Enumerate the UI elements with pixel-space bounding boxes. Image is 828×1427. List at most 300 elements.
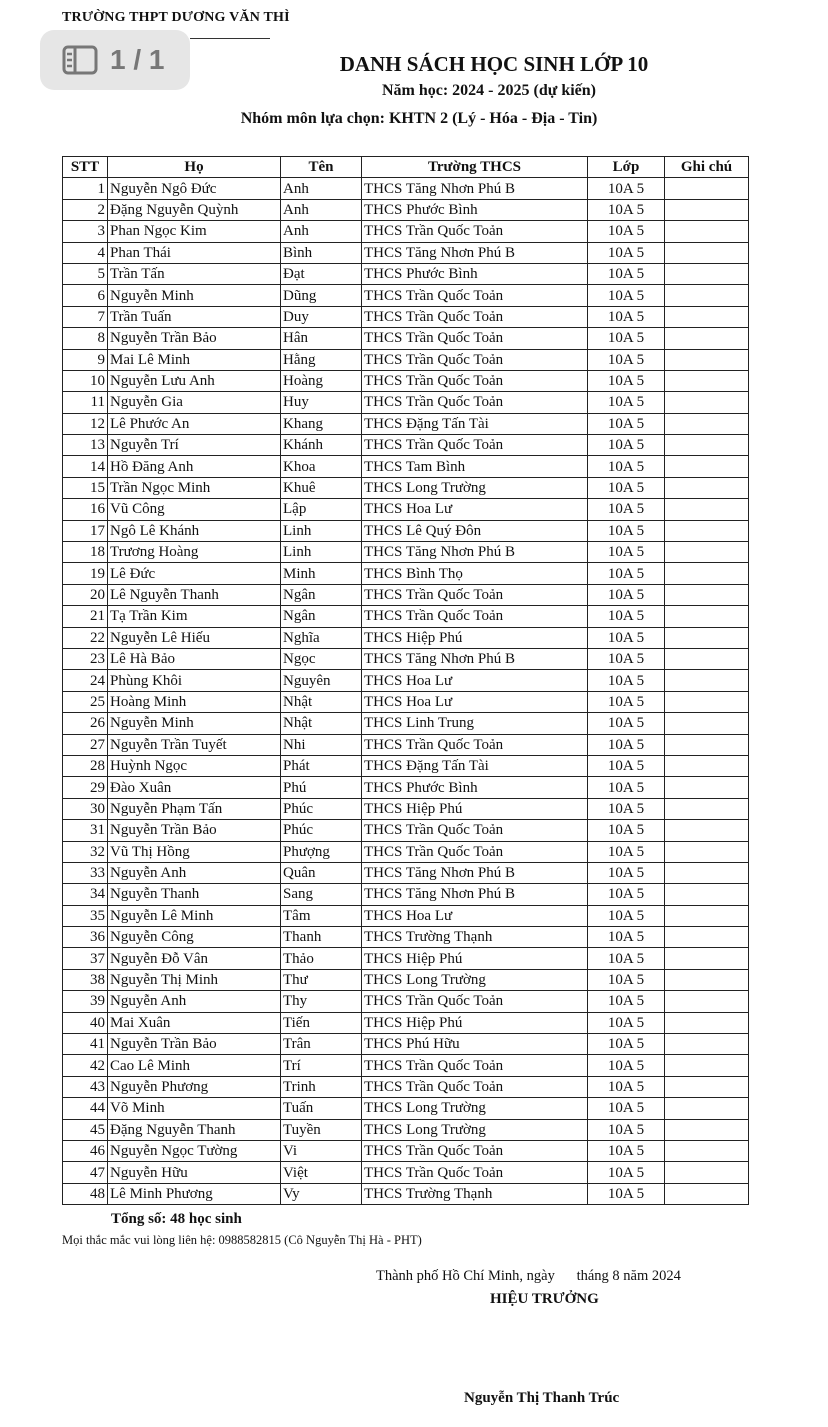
table-row bbox=[63, 499, 749, 520]
cell-lop: 10A 5 bbox=[588, 734, 665, 755]
cell-ho: Phùng Khôi bbox=[108, 670, 281, 691]
cell-lop: 10A 5 bbox=[588, 563, 665, 584]
cell-ten: Phát bbox=[281, 755, 362, 776]
table-row bbox=[63, 1119, 749, 1140]
cell-stt: 26 bbox=[63, 713, 108, 734]
cell-lop: 10A 5 bbox=[588, 820, 665, 841]
cell-stt: 41 bbox=[63, 1034, 108, 1055]
cell-stt: 47 bbox=[63, 1162, 108, 1183]
cell-lop: 10A 5 bbox=[588, 285, 665, 306]
cell-truong: THCS Trần Quốc Toản bbox=[362, 370, 588, 391]
cell-ho: Nguyễn Trí bbox=[108, 435, 281, 456]
table-row bbox=[63, 1140, 749, 1161]
cell-ten: Vy bbox=[281, 1183, 362, 1204]
cell-lop: 10A 5 bbox=[588, 1140, 665, 1161]
cell-lop: 10A 5 bbox=[588, 862, 665, 883]
table-row bbox=[63, 584, 749, 605]
cell-truong: THCS Tăng Nhơn Phú B bbox=[362, 242, 588, 263]
cell-ghichu bbox=[665, 905, 749, 926]
cell-ghichu bbox=[665, 242, 749, 263]
cell-stt: 10 bbox=[63, 370, 108, 391]
cell-truong: THCS Trần Quốc Toản bbox=[362, 435, 588, 456]
cell-stt: 12 bbox=[63, 413, 108, 434]
cell-ghichu bbox=[665, 285, 749, 306]
cell-lop: 10A 5 bbox=[588, 499, 665, 520]
cell-ho: Hồ Đăng Anh bbox=[108, 456, 281, 477]
cell-ghichu bbox=[665, 755, 749, 776]
table-row bbox=[63, 1162, 749, 1183]
cell-ghichu bbox=[665, 221, 749, 242]
cell-ten: Linh bbox=[281, 520, 362, 541]
cell-ghichu bbox=[665, 1140, 749, 1161]
cell-ho: Vũ Thị Hồng bbox=[108, 841, 281, 862]
table-row bbox=[63, 242, 749, 263]
document-title: DANH SÁCH HỌC SINH LỚP 10 bbox=[339, 52, 649, 76]
cell-lop: 10A 5 bbox=[588, 1183, 665, 1204]
cell-truong: THCS Tăng Nhơn Phú B bbox=[362, 178, 588, 199]
cell-stt: 45 bbox=[63, 1119, 108, 1140]
cell-ten: Anh bbox=[281, 199, 362, 220]
cell-stt: 1 bbox=[63, 178, 108, 199]
cell-lop: 10A 5 bbox=[588, 670, 665, 691]
cell-stt: 24 bbox=[63, 670, 108, 691]
table-row bbox=[63, 328, 749, 349]
cell-ghichu bbox=[665, 1183, 749, 1204]
cell-ghichu bbox=[665, 670, 749, 691]
cell-stt: 27 bbox=[63, 734, 108, 755]
table-row bbox=[63, 477, 749, 498]
cell-lop: 10A 5 bbox=[588, 648, 665, 669]
cell-ghichu bbox=[665, 734, 749, 755]
cell-truong: THCS Tăng Nhơn Phú B bbox=[362, 648, 588, 669]
cell-ho: Lê Minh Phương bbox=[108, 1183, 281, 1204]
cell-lop: 10A 5 bbox=[588, 520, 665, 541]
cell-lop: 10A 5 bbox=[588, 199, 665, 220]
cell-stt: 40 bbox=[63, 1012, 108, 1033]
cell-truong: THCS Tam Bình bbox=[362, 456, 588, 477]
table-row bbox=[63, 1034, 749, 1055]
cell-stt: 31 bbox=[63, 820, 108, 841]
cell-lop: 10A 5 bbox=[588, 798, 665, 819]
cell-lop: 10A 5 bbox=[588, 1098, 665, 1119]
cell-ho: Nguyễn Thị Minh bbox=[108, 969, 281, 990]
cell-lop: 10A 5 bbox=[588, 456, 665, 477]
cell-stt: 23 bbox=[63, 648, 108, 669]
cell-truong: THCS Phú Hữu bbox=[362, 1034, 588, 1055]
cell-ho: Nguyễn Anh bbox=[108, 862, 281, 883]
cell-truong: THCS Long Trường bbox=[362, 969, 588, 990]
cell-lop: 10A 5 bbox=[588, 477, 665, 498]
cell-stt: 37 bbox=[63, 948, 108, 969]
table-row bbox=[63, 991, 749, 1012]
cell-stt: 28 bbox=[63, 755, 108, 776]
table-row bbox=[63, 777, 749, 798]
cell-stt: 42 bbox=[63, 1055, 108, 1076]
table-row bbox=[63, 1076, 749, 1097]
cell-ten: Phú bbox=[281, 777, 362, 798]
table-row bbox=[63, 1055, 749, 1076]
cell-ho: Cao Lê Minh bbox=[108, 1055, 281, 1076]
header-ten: Tên bbox=[281, 157, 362, 178]
cell-ten: Thảo bbox=[281, 948, 362, 969]
cell-ghichu bbox=[665, 392, 749, 413]
cell-truong: THCS Trường Thạnh bbox=[362, 1183, 588, 1204]
cell-ten: Quân bbox=[281, 862, 362, 883]
cell-ho: Nguyễn Lê Minh bbox=[108, 905, 281, 926]
cell-truong: THCS Trần Quốc Toản bbox=[362, 606, 588, 627]
cell-ghichu bbox=[665, 1055, 749, 1076]
cell-ho: Nguyễn Trần Bảo bbox=[108, 1034, 281, 1055]
cell-ten: Trí bbox=[281, 1055, 362, 1076]
cell-lop: 10A 5 bbox=[588, 1012, 665, 1033]
cell-truong: THCS Hoa Lư bbox=[362, 691, 588, 712]
cell-stt: 20 bbox=[63, 584, 108, 605]
cell-stt: 4 bbox=[63, 242, 108, 263]
cell-ten: Hân bbox=[281, 328, 362, 349]
cell-ho: Đặng Nguyễn Quỳnh bbox=[108, 199, 281, 220]
cell-lop: 10A 5 bbox=[588, 969, 665, 990]
cell-ten: Nghĩa bbox=[281, 627, 362, 648]
cell-ho: Lê Đức bbox=[108, 563, 281, 584]
cell-stt: 32 bbox=[63, 841, 108, 862]
cell-lop: 10A 5 bbox=[588, 263, 665, 284]
cell-lop: 10A 5 bbox=[588, 542, 665, 563]
cell-stt: 35 bbox=[63, 905, 108, 926]
cell-ten: Hằng bbox=[281, 349, 362, 370]
cell-stt: 34 bbox=[63, 884, 108, 905]
cell-ten: Trân bbox=[281, 1034, 362, 1055]
cell-truong: THCS Trần Quốc Toản bbox=[362, 221, 588, 242]
signer-name: Nguyễn Thị Thanh Trúc bbox=[464, 1390, 620, 1406]
cell-truong: THCS Trần Quốc Toản bbox=[362, 1162, 588, 1183]
cell-truong: THCS Trần Quốc Toản bbox=[362, 392, 588, 413]
cell-ho: Nguyễn Phương bbox=[108, 1076, 281, 1097]
cell-lop: 10A 5 bbox=[588, 370, 665, 391]
cell-ghichu bbox=[665, 606, 749, 627]
table-row bbox=[63, 734, 749, 755]
cell-ten: Nhi bbox=[281, 734, 362, 755]
cell-ho: Nguyễn Thanh bbox=[108, 884, 281, 905]
table-row bbox=[63, 713, 749, 734]
cell-stt: 44 bbox=[63, 1098, 108, 1119]
table-row bbox=[63, 392, 749, 413]
cell-ho: Trương Hoàng bbox=[108, 542, 281, 563]
cell-ghichu bbox=[665, 584, 749, 605]
table-row bbox=[63, 199, 749, 220]
cell-lop: 10A 5 bbox=[588, 841, 665, 862]
cell-ho: Đặng Nguyễn Thanh bbox=[108, 1119, 281, 1140]
cell-truong: THCS Trần Quốc Toản bbox=[362, 584, 588, 605]
table-row bbox=[63, 1098, 749, 1119]
cell-stt: 13 bbox=[63, 435, 108, 456]
cell-stt: 8 bbox=[63, 328, 108, 349]
cell-ghichu bbox=[665, 991, 749, 1012]
document-title-wrap bbox=[0, 52, 828, 77]
cell-ghichu bbox=[665, 328, 749, 349]
table-row bbox=[63, 841, 749, 862]
cell-stt: 46 bbox=[63, 1140, 108, 1161]
cell-lop: 10A 5 bbox=[588, 349, 665, 370]
cell-stt: 3 bbox=[63, 221, 108, 242]
cell-truong: THCS Hoa Lư bbox=[362, 670, 588, 691]
table-row bbox=[63, 948, 749, 969]
table-header-row bbox=[63, 157, 749, 178]
cell-ghichu bbox=[665, 499, 749, 520]
cell-stt: 38 bbox=[63, 969, 108, 990]
table-row bbox=[63, 927, 749, 948]
cell-ghichu bbox=[665, 948, 749, 969]
cell-ho: Đào Xuân bbox=[108, 777, 281, 798]
cell-truong: THCS Hiệp Phú bbox=[362, 1012, 588, 1033]
cell-ho: Võ Minh bbox=[108, 1098, 281, 1119]
cell-ghichu bbox=[665, 1076, 749, 1097]
cell-stt: 33 bbox=[63, 862, 108, 883]
cell-stt: 25 bbox=[63, 691, 108, 712]
cell-truong: THCS Hoa Lư bbox=[362, 905, 588, 926]
cell-ten: Thư bbox=[281, 969, 362, 990]
table-row bbox=[63, 884, 749, 905]
cell-stt: 9 bbox=[63, 349, 108, 370]
school-underline bbox=[190, 38, 270, 39]
table-row bbox=[63, 349, 749, 370]
cell-lop: 10A 5 bbox=[588, 221, 665, 242]
cell-truong: THCS Trần Quốc Toản bbox=[362, 306, 588, 327]
cell-lop: 10A 5 bbox=[588, 413, 665, 434]
cell-truong: THCS Long Trường bbox=[362, 477, 588, 498]
cell-ho: Nguyễn Trần Tuyết bbox=[108, 734, 281, 755]
school-name: TRƯỜNG THPT DƯƠNG VĂN THÌ bbox=[62, 10, 290, 25]
cell-ghichu bbox=[665, 627, 749, 648]
cell-ghichu bbox=[665, 691, 749, 712]
table-row bbox=[63, 798, 749, 819]
cell-ten: Sang bbox=[281, 884, 362, 905]
cell-ghichu bbox=[665, 1119, 749, 1140]
table-row bbox=[63, 263, 749, 284]
cell-ten: Khánh bbox=[281, 435, 362, 456]
cell-truong: THCS Trần Quốc Toản bbox=[362, 1076, 588, 1097]
table-row bbox=[63, 755, 749, 776]
cell-ho: Tạ Trần Kim bbox=[108, 606, 281, 627]
cell-truong: THCS Trần Quốc Toản bbox=[362, 1140, 588, 1161]
cell-ho: Mai Lê Minh bbox=[108, 349, 281, 370]
cell-truong: THCS Trần Quốc Toản bbox=[362, 841, 588, 862]
cell-stt: 43 bbox=[63, 1076, 108, 1097]
cell-truong: THCS Đặng Tấn Tài bbox=[362, 413, 588, 434]
cell-ho: Nguyễn Trần Bảo bbox=[108, 820, 281, 841]
cell-ten: Khoa bbox=[281, 456, 362, 477]
cell-ghichu bbox=[665, 841, 749, 862]
cell-ho: Nguyễn Anh bbox=[108, 991, 281, 1012]
cell-stt: 6 bbox=[63, 285, 108, 306]
cell-ten: Thanh bbox=[281, 927, 362, 948]
cell-ten: Nhật bbox=[281, 713, 362, 734]
table-row bbox=[63, 563, 749, 584]
cell-lop: 10A 5 bbox=[588, 1034, 665, 1055]
cell-ho: Nguyễn Lê Hiếu bbox=[108, 627, 281, 648]
cell-ghichu bbox=[665, 199, 749, 220]
cell-ghichu bbox=[665, 263, 749, 284]
cell-ho: Huỳnh Ngọc bbox=[108, 755, 281, 776]
cell-truong: THCS Phước Bình bbox=[362, 263, 588, 284]
cell-ghichu bbox=[665, 1034, 749, 1055]
cell-ho: Nguyễn Phạm Tấn bbox=[108, 798, 281, 819]
cell-ten: Minh bbox=[281, 563, 362, 584]
cell-ho: Phan Ngọc Kim bbox=[108, 221, 281, 242]
cell-truong: THCS Long Trường bbox=[362, 1119, 588, 1140]
cell-ho: Nguyễn Lưu Anh bbox=[108, 370, 281, 391]
cell-lop: 10A 5 bbox=[588, 905, 665, 926]
cell-ghichu bbox=[665, 349, 749, 370]
cell-ten: Phúc bbox=[281, 798, 362, 819]
cell-ten: Phúc bbox=[281, 820, 362, 841]
cell-lop: 10A 5 bbox=[588, 991, 665, 1012]
cell-ho: Lê Phước An bbox=[108, 413, 281, 434]
table-body bbox=[63, 178, 749, 1205]
cell-ghichu bbox=[665, 798, 749, 819]
cell-ten: Tiến bbox=[281, 1012, 362, 1033]
cell-stt: 17 bbox=[63, 520, 108, 541]
cell-stt: 30 bbox=[63, 798, 108, 819]
cell-ten: Khang bbox=[281, 413, 362, 434]
cell-truong: THCS Hiệp Phú bbox=[362, 798, 588, 819]
cell-lop: 10A 5 bbox=[588, 777, 665, 798]
cell-stt: 11 bbox=[63, 392, 108, 413]
cell-lop: 10A 5 bbox=[588, 884, 665, 905]
table-row bbox=[63, 969, 749, 990]
cell-ho: Phan Thái bbox=[108, 242, 281, 263]
cell-stt: 18 bbox=[63, 542, 108, 563]
cell-stt: 14 bbox=[63, 456, 108, 477]
cell-stt: 29 bbox=[63, 777, 108, 798]
cell-truong: THCS Phước Bình bbox=[362, 777, 588, 798]
cell-truong: THCS Trần Quốc Toản bbox=[362, 991, 588, 1012]
cell-ten: Huy bbox=[281, 392, 362, 413]
cell-ho: Hoàng Minh bbox=[108, 691, 281, 712]
cell-ho: Nguyễn Trần Bảo bbox=[108, 328, 281, 349]
cell-ghichu bbox=[665, 969, 749, 990]
cell-lop: 10A 5 bbox=[588, 242, 665, 263]
header-truong-thcs: Trường THCS bbox=[362, 157, 588, 178]
table-row bbox=[63, 905, 749, 926]
table-row bbox=[63, 627, 749, 648]
header-ghi-chu: Ghi chú bbox=[665, 157, 749, 178]
cell-lop: 10A 5 bbox=[588, 713, 665, 734]
cell-ho: Nguyễn Công bbox=[108, 927, 281, 948]
table-row bbox=[63, 520, 749, 541]
cell-lop: 10A 5 bbox=[588, 1119, 665, 1140]
cell-truong: THCS Lê Quý Đôn bbox=[362, 520, 588, 541]
cell-stt: 2 bbox=[63, 199, 108, 220]
cell-ho: Mai Xuân bbox=[108, 1012, 281, 1033]
cell-stt: 19 bbox=[63, 563, 108, 584]
table-row bbox=[63, 542, 749, 563]
cell-truong: THCS Tăng Nhơn Phú B bbox=[362, 862, 588, 883]
subject-group: Nhóm môn lựa chọn: KHTN 2 (Lý - Hóa - Địa - Tin) bbox=[240, 110, 598, 127]
cell-ten: Đạt bbox=[281, 263, 362, 284]
cell-truong: THCS Hiệp Phú bbox=[362, 948, 588, 969]
table-row bbox=[63, 670, 749, 691]
cell-stt: 7 bbox=[63, 306, 108, 327]
cell-truong: THCS Tăng Nhơn Phú B bbox=[362, 884, 588, 905]
total-count: Tổng số: 48 học sinh bbox=[111, 1211, 242, 1227]
cell-ghichu bbox=[665, 477, 749, 498]
cell-truong: THCS Trần Quốc Toản bbox=[362, 820, 588, 841]
cell-truong: THCS Trần Quốc Toản bbox=[362, 349, 588, 370]
cell-ghichu bbox=[665, 563, 749, 584]
table-row bbox=[63, 862, 749, 883]
cell-ho: Ngô Lê Khánh bbox=[108, 520, 281, 541]
cell-ho: Nguyễn Hữu bbox=[108, 1162, 281, 1183]
cell-ho: Nguyễn Gia bbox=[108, 392, 281, 413]
cell-ghichu bbox=[665, 542, 749, 563]
table-row bbox=[63, 221, 749, 242]
cell-lop: 10A 5 bbox=[588, 584, 665, 605]
cell-stt: 5 bbox=[63, 263, 108, 284]
table-row bbox=[63, 648, 749, 669]
cell-truong: THCS Long Trường bbox=[362, 1098, 588, 1119]
cell-lop: 10A 5 bbox=[588, 606, 665, 627]
table-row bbox=[63, 435, 749, 456]
cell-ghichu bbox=[665, 456, 749, 477]
cell-lop: 10A 5 bbox=[588, 435, 665, 456]
table-row bbox=[63, 691, 749, 712]
cell-ten: Khuê bbox=[281, 477, 362, 498]
cell-ho: Vũ Công bbox=[108, 499, 281, 520]
cell-ten: Dũng bbox=[281, 285, 362, 306]
cell-ten: Ngân bbox=[281, 584, 362, 605]
cell-stt: 36 bbox=[63, 927, 108, 948]
cell-ten: Hoàng bbox=[281, 370, 362, 391]
cell-ten: Anh bbox=[281, 178, 362, 199]
cell-ghichu bbox=[665, 777, 749, 798]
cell-truong: THCS Tăng Nhơn Phú B bbox=[362, 542, 588, 563]
cell-ho: Trần Tuấn bbox=[108, 306, 281, 327]
table-row bbox=[63, 370, 749, 391]
cell-ghichu bbox=[665, 413, 749, 434]
cell-ten: Anh bbox=[281, 221, 362, 242]
cell-ho: Nguyễn Đỗ Vân bbox=[108, 948, 281, 969]
table-row bbox=[63, 285, 749, 306]
cell-ten: Nhật bbox=[281, 691, 362, 712]
cell-stt: 48 bbox=[63, 1183, 108, 1204]
cell-lop: 10A 5 bbox=[588, 392, 665, 413]
cell-truong: THCS Linh Trung bbox=[362, 713, 588, 734]
cell-truong: THCS Phước Bình bbox=[362, 199, 588, 220]
cell-ten: Duy bbox=[281, 306, 362, 327]
cell-lop: 10A 5 bbox=[588, 927, 665, 948]
cell-lop: 10A 5 bbox=[588, 691, 665, 712]
cell-ten: Ngân bbox=[281, 606, 362, 627]
cell-ho: Nguyễn Ngọc Tường bbox=[108, 1140, 281, 1161]
cell-ten: Trinh bbox=[281, 1076, 362, 1097]
cell-ho: Nguyễn Minh bbox=[108, 285, 281, 306]
cell-ten: Phượng bbox=[281, 841, 362, 862]
cell-lop: 10A 5 bbox=[588, 627, 665, 648]
cell-ghichu bbox=[665, 884, 749, 905]
cell-ghichu bbox=[665, 520, 749, 541]
cell-lop: 10A 5 bbox=[588, 328, 665, 349]
cell-ten: Tuyền bbox=[281, 1119, 362, 1140]
cell-ho: Trần Tấn bbox=[108, 263, 281, 284]
cell-ghichu bbox=[665, 713, 749, 734]
cell-truong: THCS Hiệp Phú bbox=[362, 627, 588, 648]
cell-ten: Ngọc bbox=[281, 648, 362, 669]
cell-ghichu bbox=[665, 1098, 749, 1119]
cell-truong: THCS Hoa Lư bbox=[362, 499, 588, 520]
table-row bbox=[63, 1183, 749, 1204]
cell-ghichu bbox=[665, 927, 749, 948]
cell-ghichu bbox=[665, 1162, 749, 1183]
